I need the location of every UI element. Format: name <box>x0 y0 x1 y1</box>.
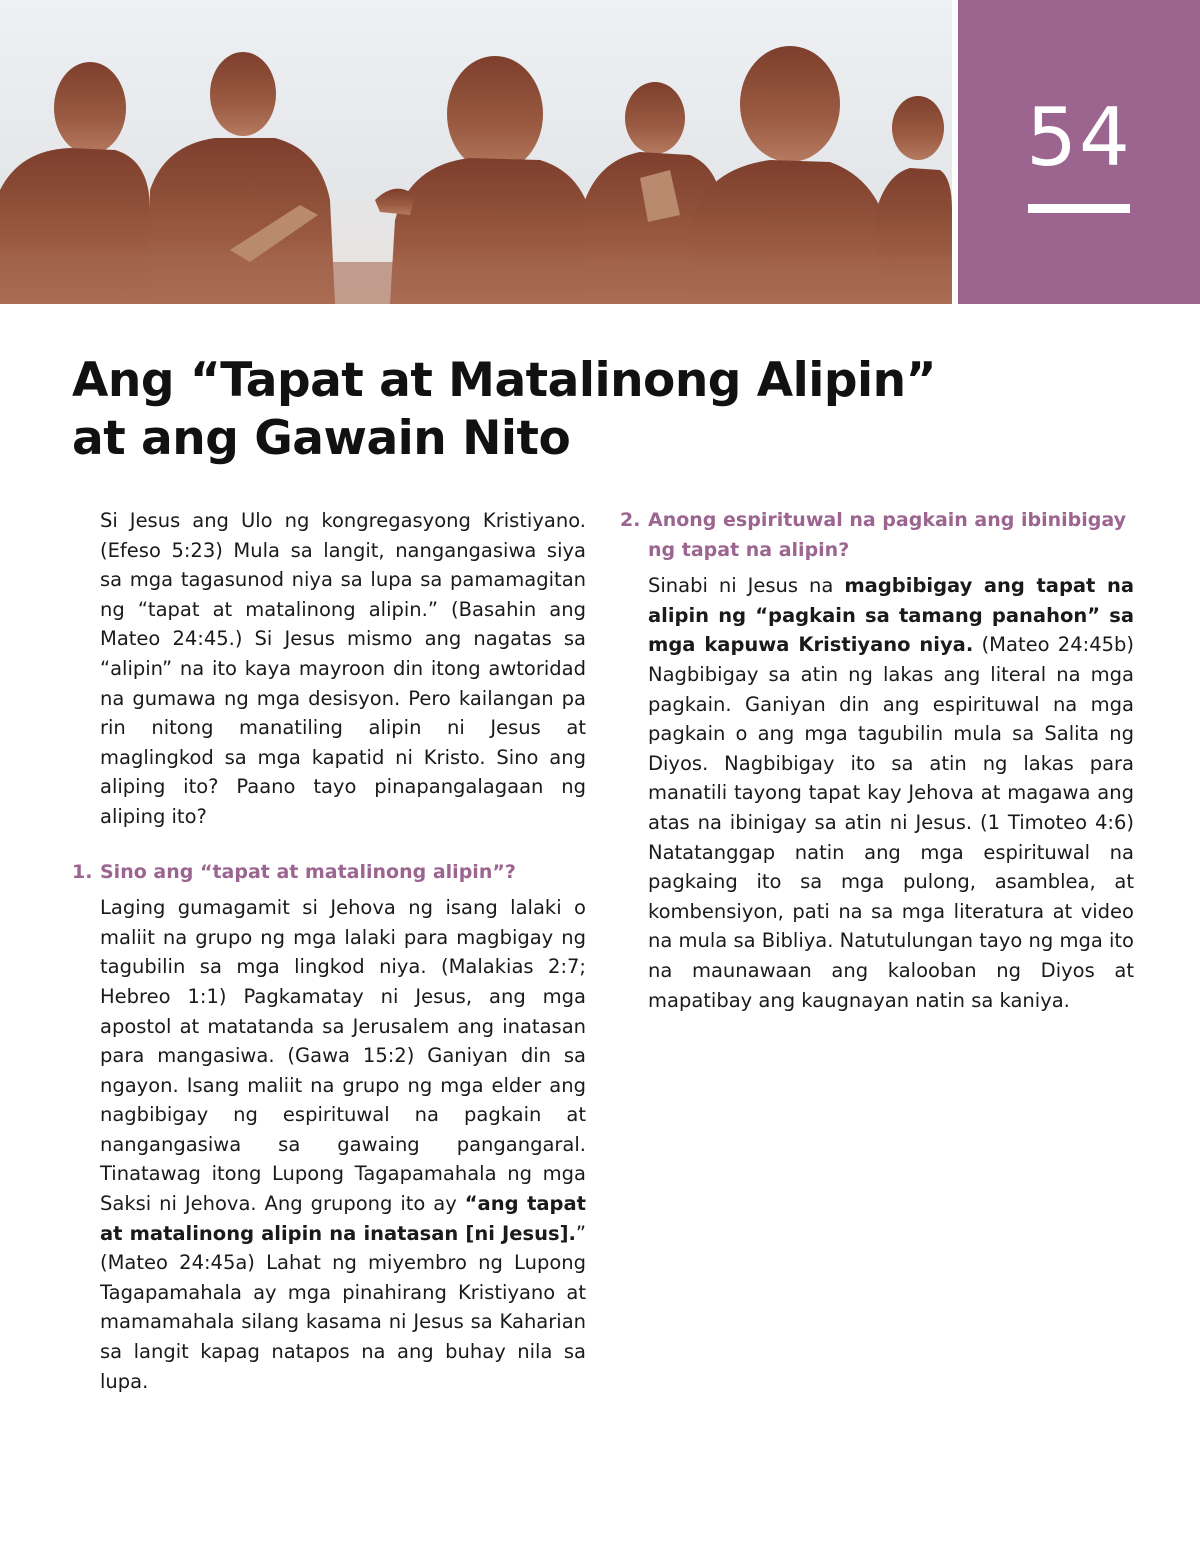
answer-2-text-b: (Mateo 24:45b) Nagbibigay sa atin ng lakas ang literal na mga pagkain. Ganiyan din ang espirituwal na mga pagkain o ang mga tagubilin mula sa Salita ng Diyos. Nagbibigay ito sa atin ng lakas para manatili tayong tapat kay Jehova at magawa ang atas na ibinigay sa atin ni Jesus. (1 Timoteo 4:6) Natatanggap natin ang mga espirituwal na pagkaing ito sa mga pulong, asamblea, at kombensiyon, pati na sa mga literatura at video na mula sa Bibliya. Natutulungan tayo ng mga ito na maunawaan ang kalooban ng Diyos at mapatibay ang kaugnayan natin sa kaniya. <box>648 633 1134 1012</box>
question-1-heading <box>72 858 586 888</box>
question-2-heading <box>620 506 1134 565</box>
answer-1-paragraph <box>100 893 586 1396</box>
title-line-2: at ang Gawain Nito <box>72 411 571 466</box>
answer-2-paragraph <box>648 571 1134 1015</box>
left-column <box>72 506 586 1396</box>
question-1-number: 1. <box>72 860 93 883</box>
question-2-number: 2. <box>620 509 641 531</box>
intro-paragraph: Si Jesus ang Ulo ng kongregasyong Kristiyano. (Efeso 5:23) Mula sa langit, nangangasiwa siya sa mga tagasunod niya sa lupa sa pamamagitan ng “tapat at matalinong alipin.” (Basahin ang Mateo 24:45.) Si Jesus mismo ang nagatas sa “alipin” na ito kaya mayroon din itong awtoridad na gumawa ng mga desisyon. Pero kailangan pa rin nitong manatiling alipin ni Jesus at maglingkod sa mga kapatid ni Kristo. Sino ang aliping ito? Paano tayo pinapangalagaan ng aliping ito? <box>100 509 586 828</box>
page-title <box>72 352 952 468</box>
men-silhouette-illustration <box>0 0 952 304</box>
answer-2-bold: magbibigay ang tapat na alipin ng “pagkain sa tamang panahon” sa mga kapuwa Kristiyano niya. <box>648 574 1134 657</box>
right-column <box>620 506 1134 1015</box>
answer-1-text-b: ” (Mateo 24:45a) Lahat ng miyembro ng Lupong Tagapamahala ay mga pinahirang Kristiyano at mamamahala silang kasama ni Jesus sa Kaharian sa langit kapag natapos na ang buhay nila sa lupa. <box>100 1221 586 1393</box>
question-1-text: Sino ang “tapat at matalinong alipin”? <box>100 860 516 883</box>
answer-1-text-a: Laging gumagamit si Jehova ng isang lalaki o maliit na grupo ng mga lalaki para magbigay ng tagubilin sa mga lingkod niya. (Malakias 2:7; Hebreo 1:1) Pagkamatay ni Jesus, ang mga apostol at matatanda sa Jerusalem ang inatasan para mangasiwa. (Gawa 15:2) Ganiyan din sa ngayon. Isang maliit na grupo ng mga elder ang nagbibigay ng espirituwal na pagkain at nangangasiwa sa gawaing pangangaral. Tinatawag itong Lupong Tagapamahala ng mga Saksi ni Jehova. Ang grupong ito ay <box>100 896 586 1216</box>
title-line-1: Ang “Tapat at Matalinong Alipin” <box>72 353 936 408</box>
lesson-number: 54 <box>1026 91 1132 184</box>
question-2-text: Anong espirituwal na pagkain ang ibinibigay ng tapat na alipin? <box>648 509 1126 561</box>
header-photo <box>0 0 952 304</box>
answer-2-text-a: Sinabi ni Jesus na <box>648 574 845 598</box>
lesson-number-underline <box>1028 204 1130 213</box>
answer-1-bold: “ang tapat at matalinong alipin na inatasan [ni Jesus]. <box>100 1192 586 1245</box>
lesson-number-panel <box>958 0 1200 304</box>
